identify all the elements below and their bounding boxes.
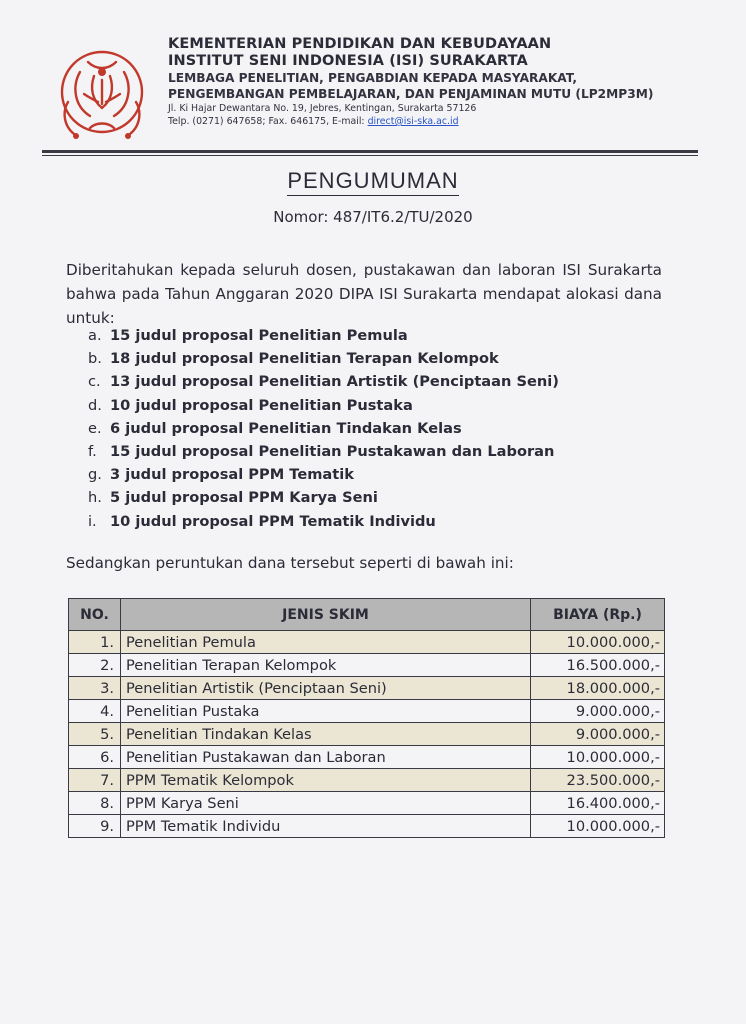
list-marker: f.: [88, 442, 97, 460]
table-intro-paragraph: Sedangkan peruntukan dana tersebut seperti di bawah ini:: [66, 554, 514, 572]
list-text: 5 judul proposal PPM Karya Seni: [110, 489, 378, 507]
list-marker: e.: [88, 419, 102, 437]
header-biaya: BIAYA (Rp.): [531, 599, 665, 631]
list-text: 15 judul proposal Penelitian Pustakawan dan Laboran: [110, 442, 555, 460]
row-biaya: 9.000.000,-: [531, 700, 665, 723]
header-jenis-skim: JENIS SKIM: [121, 599, 531, 631]
row-skim: Penelitian Pustakawan dan Laboran: [121, 746, 531, 769]
row-skim: Penelitian Tindakan Kelas: [121, 723, 531, 746]
row-biaya: 9.000.000,-: [531, 723, 665, 746]
institute-name: INSTITUT SENI INDONESIA (ISI) SURAKARTA: [168, 53, 528, 69]
header-no: NO.: [69, 599, 121, 631]
list-marker: a.: [88, 327, 102, 344]
row-no: 9.: [69, 815, 121, 838]
row-biaya: 16.400.000,-: [531, 792, 665, 815]
row-no: 7.: [69, 769, 121, 792]
table-row: [69, 746, 665, 769]
list-text: 10 judul proposal Penelitian Pustaka: [110, 396, 413, 414]
letterhead: [168, 36, 708, 128]
row-biaya: 10.000.000,-: [531, 631, 665, 654]
list-text: 13 judul proposal Penelitian Artistik (Penciptaan Seni): [110, 373, 559, 391]
address: Jl. Ki Hajar Dewantara No. 19, Jebres, Kentingan, Surakarta 57126: [168, 103, 477, 114]
list-item: [88, 324, 648, 347]
row-no: 3.: [69, 677, 121, 700]
row-biaya: 10.000.000,-: [531, 746, 665, 769]
row-skim: Penelitian Pemula: [121, 631, 531, 654]
table-row: [69, 792, 665, 815]
list-item: [88, 370, 648, 393]
contact-line: [168, 115, 708, 128]
list-text: 6 judul proposal Penelitian Tindakan Kelas: [110, 419, 462, 437]
table-row: [69, 654, 665, 677]
table-header-row: [69, 599, 665, 631]
row-skim: PPM Tematik Kelompok: [121, 769, 531, 792]
table-row: [69, 769, 665, 792]
table-row: [69, 700, 665, 723]
document-number: Nomor: 487/IT6.2/TU/2020: [273, 208, 473, 226]
allocation-list: [88, 324, 648, 533]
row-no: 2.: [69, 654, 121, 677]
row-skim: PPM Karya Seni: [121, 792, 531, 815]
list-text: 10 judul proposal PPM Tematik Individu: [110, 512, 436, 530]
list-item: [88, 440, 648, 463]
list-text: 3 judul proposal PPM Tematik: [110, 466, 354, 484]
email-link[interactable]: direct@isi-ska.ac.id: [367, 116, 459, 127]
list-item: [88, 510, 648, 533]
intro-paragraph: Diberitahukan kepada seluruh dosen, pustakawan dan laboran ISI Surakarta bahwa pada Tahun Anggaran 2020 DIPA ISI Surakarta mendapat alokasi dana untuk:: [66, 261, 662, 327]
row-biaya: 23.500.000,-: [531, 769, 665, 792]
isi-surakarta-logo: [50, 42, 154, 144]
list-marker: h.: [88, 489, 102, 507]
ministry-name: KEMENTERIAN PENDIDIKAN DAN KEBUDAYAAN: [168, 36, 552, 52]
table-row: [69, 815, 665, 838]
list-marker: d.: [88, 396, 102, 414]
list-item: [88, 417, 648, 440]
announcement-title: [0, 168, 746, 194]
list-item: [88, 394, 648, 417]
row-no: 6.: [69, 746, 121, 769]
row-no: 5.: [69, 723, 121, 746]
row-biaya: 18.000.000,-: [531, 677, 665, 700]
row-skim: PPM Tematik Individu: [121, 815, 531, 838]
row-skim: Penelitian Terapan Kelompok: [121, 654, 531, 677]
row-biaya: 10.000.000,-: [531, 815, 665, 838]
list-marker: g.: [88, 466, 102, 484]
institution-line-2: PENGEMBANGAN PEMBELAJARAN, DAN PENJAMINAN MUTU (LP2MP3M): [168, 87, 654, 101]
list-text: 15 judul proposal Penelitian Pemula: [110, 327, 408, 344]
contact-text: Telp. (0271) 647658; Fax. 646175, E-mail:: [168, 116, 368, 127]
list-marker: b.: [88, 350, 102, 368]
list-item: [88, 347, 648, 370]
row-no: 1.: [69, 631, 121, 654]
list-marker: c.: [88, 373, 101, 391]
row-skim: Penelitian Pustaka: [121, 700, 531, 723]
list-text: 18 judul proposal Penelitian Terapan Kelompok: [110, 350, 499, 368]
table-row: [69, 631, 665, 654]
list-marker: i.: [88, 512, 97, 530]
institution-line-1: LEMBAGA PENELITIAN, PENGABDIAN KEPADA MASYARAKAT,: [168, 71, 577, 85]
list-item: [88, 463, 648, 486]
row-no: 8.: [69, 792, 121, 815]
letterhead-rule-thick: [42, 150, 698, 153]
title-text: PENGUMUMAN: [287, 168, 458, 196]
table-row: [69, 677, 665, 700]
row-skim: Penelitian Artistik (Penciptaan Seni): [121, 677, 531, 700]
list-item: [88, 486, 648, 509]
letterhead-rule-thin: [42, 155, 698, 156]
row-biaya: 16.500.000,-: [531, 654, 665, 677]
budget-table: [68, 598, 665, 838]
table-row: [69, 723, 665, 746]
row-no: 4.: [69, 700, 121, 723]
